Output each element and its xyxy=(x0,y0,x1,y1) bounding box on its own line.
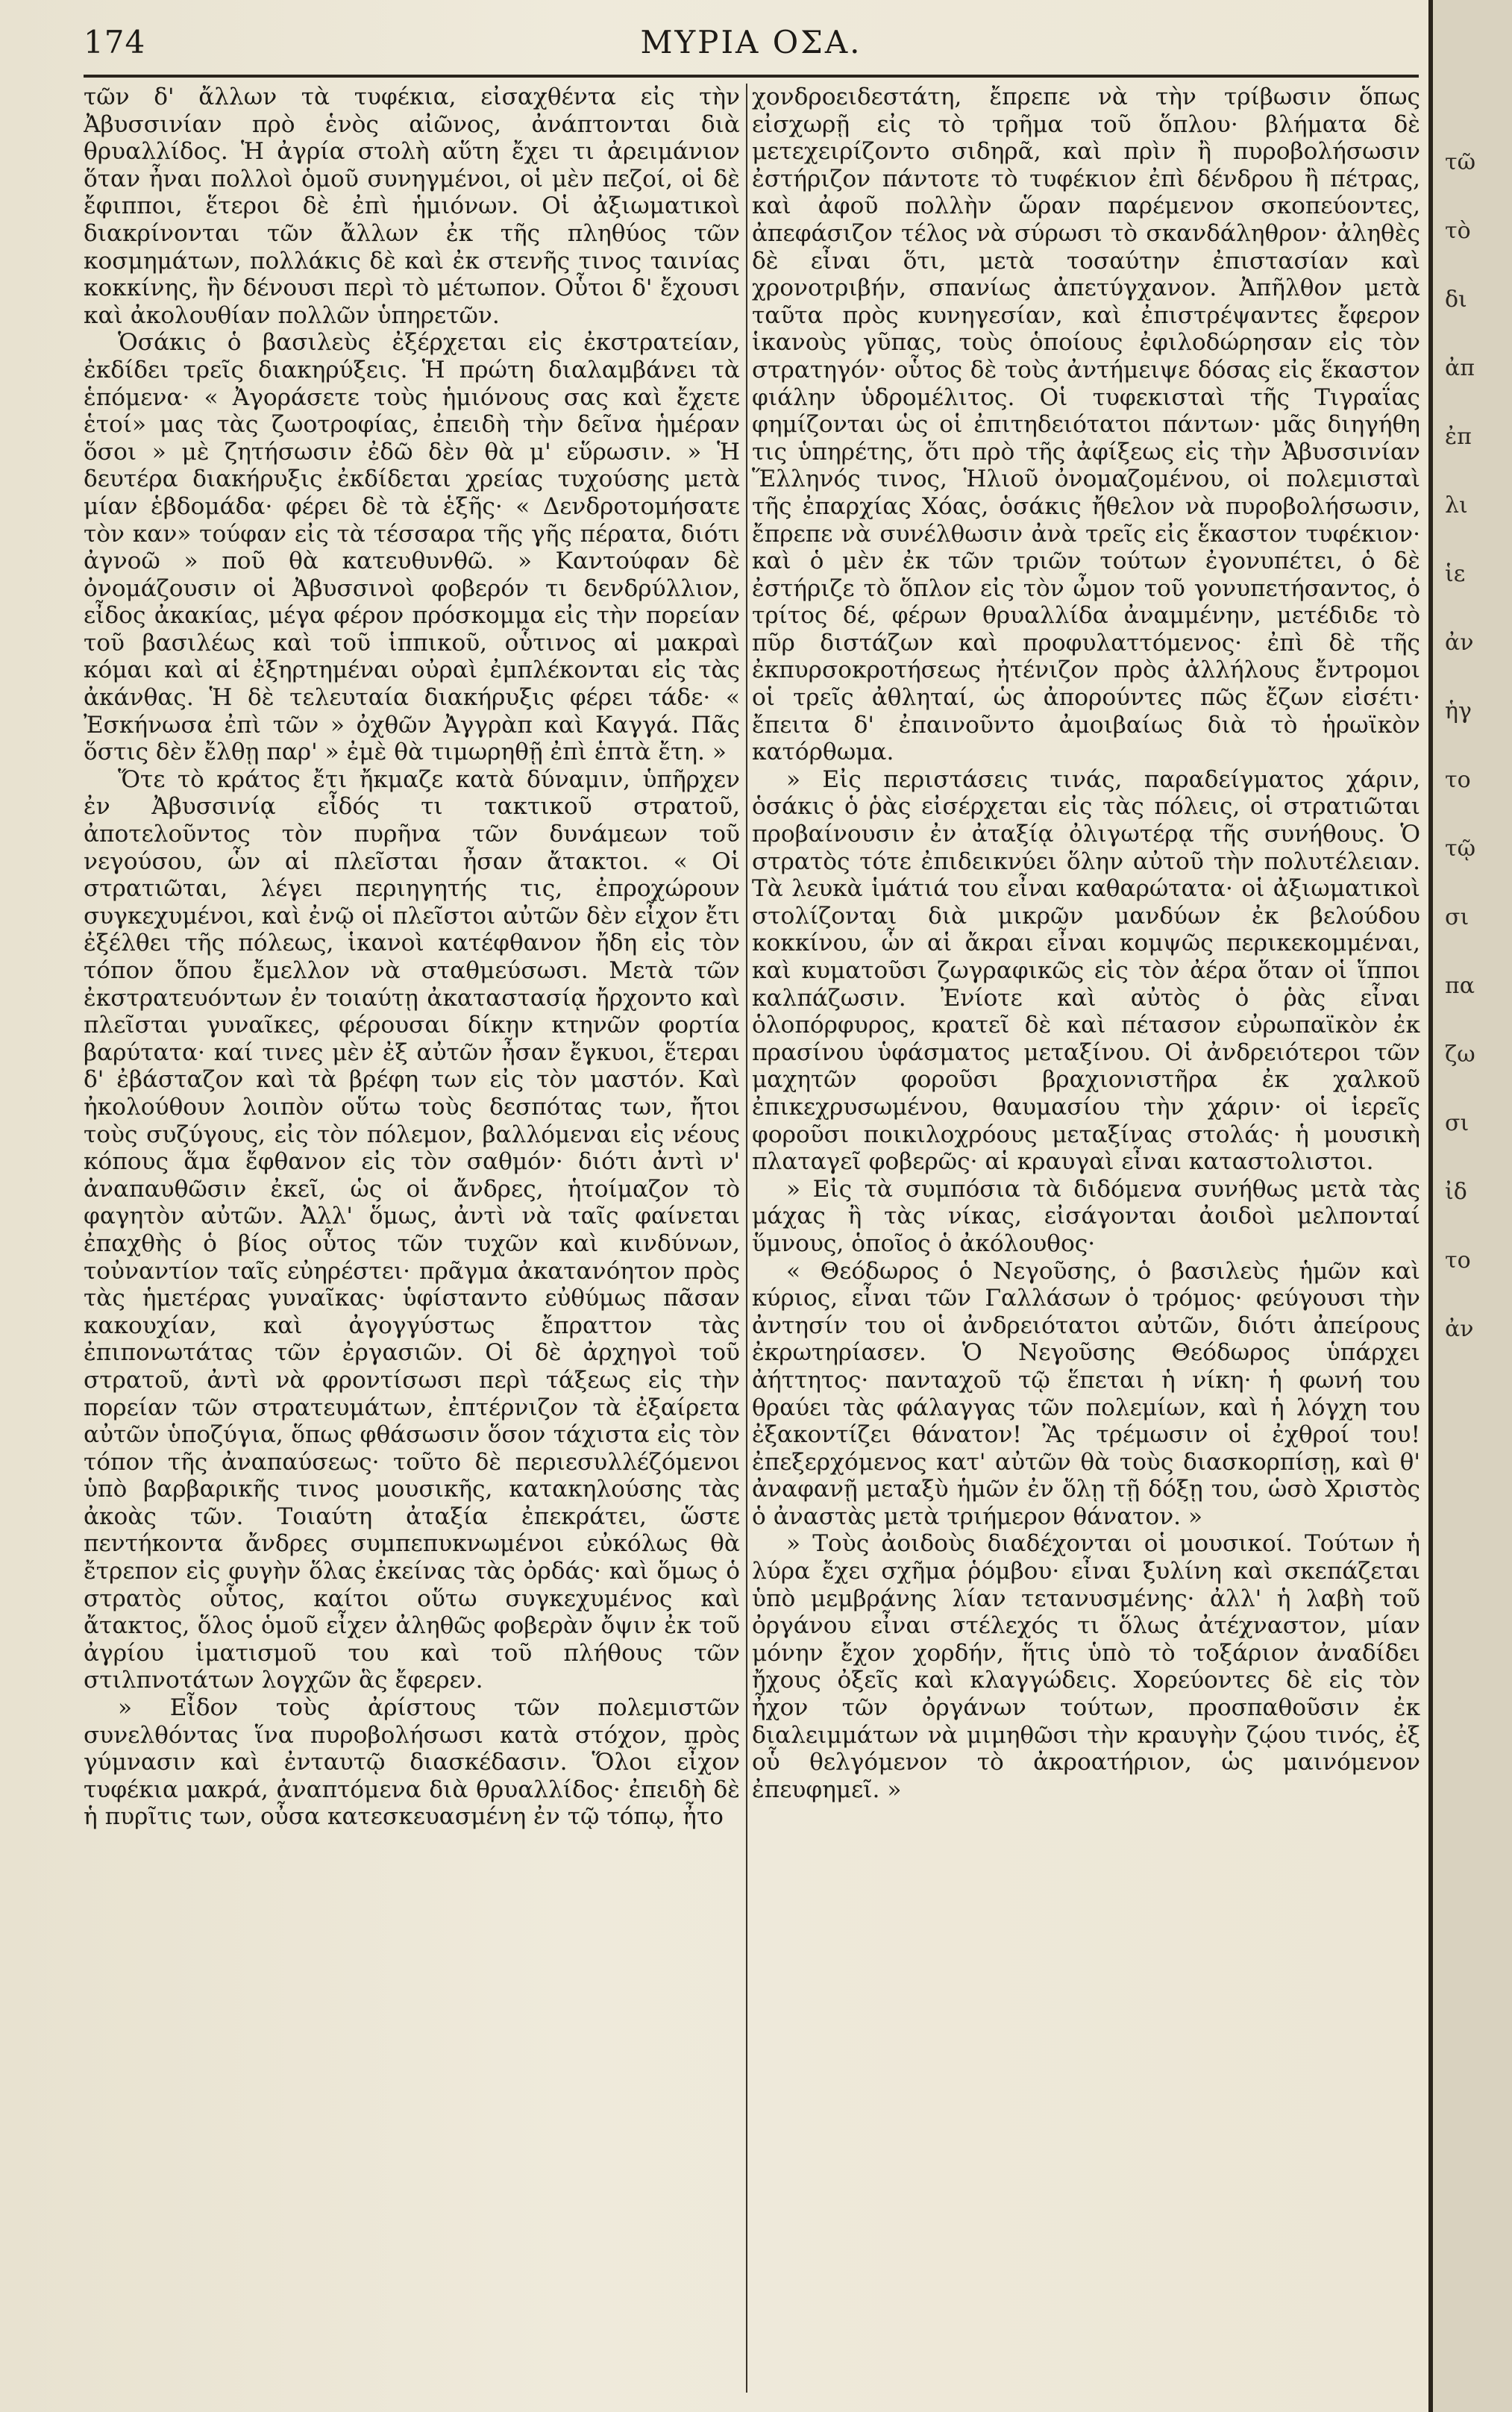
header-rule xyxy=(84,75,1419,78)
margin-fragment: το xyxy=(1445,1247,1471,1274)
column-divider xyxy=(746,84,747,2393)
margin-fragment: λι xyxy=(1445,492,1468,519)
margin-fragment: ἐπ xyxy=(1445,424,1472,450)
margin-fragment: ἱε xyxy=(1445,561,1466,587)
margin-fragment: ἰδ xyxy=(1445,1179,1467,1205)
margin-fragment: ἀπ xyxy=(1445,355,1475,381)
paragraph: » Εἶδον τοὺς ἀρίστους τῶν πολεμιστῶν συνελθόντας ἵνα πυροβολήσωσι κατὰ στόχον, πρὸς γύμνασιν καὶ ἐνταυτῷ διασκέδασιν. Ὅλοι εἶχον τυφέκια μακρά, ἀναπτόμενα διὰ θρυαλλίδος· ἐπειδὴ δὲ ἡ πυρῖτις των, οὖσα κατεσκευασμένη ἐν τῷ τόπῳ, ἦτο xyxy=(84,1694,740,1831)
adjacent-page-edge xyxy=(1428,0,1512,2412)
paragraph: « Θεόδωρος ὁ Νεγοῦσης, ὁ βασιλεὺς ἡμῶν καὶ κύριος, εἶναι τῶν Γαλλάσων ὁ τρόμος· φεύγουσι τὴν ἀντησίν του οἱ ἀνδρειότατοι αὐτῶν, διότι ἀπείρους ἐκρωτηρίασεν. Ὁ Νεγοῦσης Θεόδωρος ὑπάρχει ἀήττητος· πανταχοῦ τῷ ἕπεται ἡ νίκη· ἡ φωνή του θραύει τὰς φάλαγγας τῶν πολεμίων, καὶ ἡ λόγχη του ἐξακοντίζει θάνατον! Ἂς τρέμωσιν οἱ ἐχθροί του! ἐπεξερχόμενος κατ' αὐτῶν θὰ τοὺς διασκορπίσῃ, καὶ θ' ἀναφανῇ μεταξὺ ἡμῶν ἐν ὅλῃ τῇ δόξῃ του, ὡσὸ Χριστὸς ὁ ἀναστὰς μετὰ τριήμερον θάνατον. » xyxy=(752,1257,1420,1530)
margin-fragment: δι xyxy=(1445,286,1467,313)
right-column xyxy=(752,84,1420,2393)
margin-fragment: πα xyxy=(1445,973,1475,999)
margin-fragment: τὸ xyxy=(1445,218,1471,244)
margin-fragment: τῶ xyxy=(1445,149,1476,175)
paragraph: Ὁσάκις ὁ βασιλεὺς ἐξέρχεται εἰς ἐκστρατείαν, ἐκδίδει τρεῖς διακηρύξεις. Ἡ πρώτη διαλαμβάνει τὰ ἑπόμενα· « Ἀγοράσετε τοὺς ἡμιόνους σας καὶ ἔχετε ἑτοί» μας τὰς ζωοτροφίας, ἐπειδὴ τὴν δεῖνα ἡμέραν ὅσοι » μὲ ζητήσωσιν ἐδῶ δὲν θὰ μ' εὕρωσιν. » Ἡ δευτέρα διακήρυξις ἐκδίδεται χρείας τυχούσης μετὰ μίαν ἑβδομάδα· φέρει δὲ τὰ ἑξῆς· « Δενδροτομήσατε τὸν καν» τούφαν εἰς τὰ τέσσαρα τῆς γῆς πέρατα, διότι ἀγνοῶ » ποῦ θὰ κατευθυνθῶ. » Καντούφαν δὲ ὀνομάζουσιν οἱ Ἀβυσσινοὶ φοβερόν τι δενδρύλλιον, εἶδος ἀκακίας, μέγα φέρον πρόσκομμα εἰς τὴν πορείαν τοῦ βασιλέως καὶ τοῦ ἱππικοῦ, οὗτινος αἱ μακραὶ κόμαι καὶ αἱ ἐξηρτημέναι οὐραὶ ἐμπλέκονται εἰς τὰς ἀκάνθας. Ἡ δὲ τελευταία διακήρυξις φέρει τάδε· « Ἐσκήνωσα ἐπὶ τῶν » ὀχθῶν Ἀγγρὰπ καὶ Καγγά. Πᾶς ὅστις δὲν ἔλθῃ παρ' » ἐμὲ θὰ τιμωρηθῇ ἐπὶ ἑπτὰ ἔτη. » xyxy=(84,329,740,766)
margin-fragment: ζω xyxy=(1445,1041,1475,1068)
paragraph: » Τοὺς ἀοιδοὺς διαδέχονται οἱ μουσικοί. Τούτων ἡ λύρα ἔχει σχῆμα ῥόμβου· εἶναι ξυλίνη καὶ σκεπάζεται ὑπὸ μεμβράνης λίαν τετανυσμένης· ἀλλ' ἡ λαβὴ τοῦ ὀργάνου εἶναι στέλεχός τι ὅλως ἀτέχναστον, μίαν μόνην ἔχον χορδήν, ἥτις ὑπὸ τὸ τοξάριον ἀναδίδει ἤχους ὀξεῖς καὶ κλαγγώδεις. Χορεύοντες δὲ εἰς τὸν ἦχον τῶν ὀργάνων τούτων, προσπαθοῦσιν ἐκ διαλειμμάτων νὰ μιμηθῶσι τὴν κραυγὴν ζῴου τινός, ἐξ οὗ θελγόμενον τὸ ἀκροατήριον, ὡς μαινόμενον ἐπευφημεῖ. » xyxy=(752,1530,1420,1803)
left-column xyxy=(84,84,740,2393)
margin-fragment: ἀν xyxy=(1445,1316,1474,1342)
paragraph: Ὅτε τὸ κράτος ἔτι ἤκμαζε κατὰ δύναμιν, ὑπῆρχεν ἐν Ἀβυσσινίᾳ εἶδός τι τακτικοῦ στρατοῦ, ἀποτελοῦντος τὸν πυρῆνα τῶν δυνάμεων τοῦ νεγούσου, ὧν αἱ πλεῖσται ἦσαν ἄτακτοι. « Οἱ στρατιῶται, λέγει περιηγητής τις, ἐπροχώρουν συγκεχυμένοι, καὶ ἐνῷ οἱ πλεῖστοι αὐτῶν δὲν εἶχον ἔτι ἐξέλθει τῆς πόλεως, ἱκανοὶ κατέφθανον ἤδη εἰς τὸν τόπον ὅπου ἔμελλον νὰ σταθμεύσωσι. Μετὰ τῶν ἐκστρατευόντων ἐν τοιαύτῃ ἀκαταστασίᾳ ἤρχοντο καὶ πλεῖσται γυναῖκες, φέρουσαι δίκην κτηνῶν φορτία βαρύτατα· καί τινες μὲν ἐξ αὐτῶν ἦσαν ἔγκυοι, ἕτεραι δ' ἐβάσταζον καὶ τὰ βρέφη των εἰς τὸν μαστόν. Καὶ ἠκολούθουν λοιπὸν οὕτω τοὺς δεσπότας των, ἤτοι τοὺς συζύγους, εἰς τὸν πόλεμον, βαλλόμεναι εἰς νέους κόπους ἅμα ἔφθανον εἰς τὸν σαθμόν· διότι ἀντὶ ν' ἀναπαυθῶσιν ἐκεῖ, ὡς οἱ ἄνδρες, ἡτοίμαζον τὸ φαγητὸν αὐτῶν. Ἀλλ' ὅμως, ἀντὶ νὰ ταῖς φαίνεται ἐπαχθὴς ὁ βίος οὗτος τῶν τυχῶν καὶ κινδύνων, τοὐναντίον ταῖς εὐηρέστει· πρᾶγμα ἀκατανόητον πρὸς τὰς ἡμετέρας γυναῖκας· ὑφίσταντο εὐθύμως πᾶσαν κακουχίαν, καὶ ἀγογγύστως ἔπραττον τὰς ἐπιπονωτάτας τῶν ἐργασιῶν. Οἱ δὲ ἀρχηγοὶ τοῦ στρατοῦ, ἀντὶ νὰ φροντίσωσι περὶ τάξεως εἰς τὴν πορείαν τῶν στρατευμάτων, ἐπτέρνιζον τὰ ἐξαίρετα αὐτῶν ὑποζύγια, ὅπως φθάσωσιν ὅσον τάχιστα εἰς τὸν τόπον τῆς ἀναπαύσεως· τοῦτο δὲ περιεσυλλέζόμενοι ὑπὸ βαρβαρικῆς τινος μουσικῆς, κατακηλούσης τὰς ἀκοὰς τῶν. Τοιαύτη ἀταξία ἐπεκράτει, ὥστε πεντήκοντα ἄνδρες συμπεπυκνωμένοι εὐκόλως θὰ ἔτρεπον εἰς φυγὴν ὅλας ἐκείνας τὰς ὀρδάς· καὶ ὅμως ὁ στρατὸς οὗτος, καίτοι οὕτω συγκεχυμένος καὶ ἄτακτος, ὅλος ὁμοῦ εἶχεν ἀληθῶς φοβερὰν ὄψιν ἐκ τοῦ ἀγρίου ἱματισμοῦ του καὶ τοῦ πλήθους τῶν στιλπνοτάτων λογχῶν ἃς ἔφερεν. xyxy=(84,765,740,1694)
margin-fragment: τῷ xyxy=(1445,836,1476,862)
paragraph: » Εἰς τὰ συμπόσια τὰ διδόμενα συνήθως μετὰ τὰς μάχας ἢ τὰς νίκας, εἰσάγονται ἀοιδοὶ μελπονταί ὕμνους, ὁποῖος ὁ ἀκόλουθος· xyxy=(752,1175,1420,1257)
margin-fragment: ἀν xyxy=(1445,630,1474,656)
margin-fragment: ἡγ xyxy=(1445,698,1472,724)
page-header xyxy=(84,16,1419,69)
paragraph: χονδροειδεστάτη, ἔπρεπε νὰ τὴν τρίβωσιν ὅπως εἰσχωρῇ εἰς τὸ τρῆμα τοῦ ὅπλου· βλήματα δὲ μετεχειρίζοντο σιδηρᾶ, καὶ πρὶν ἢ πυροβολήσωσιν ἐστήριζον πάντοτε τὸ τυφέκιον ἐπὶ δένδρου ἢ πέτρας, καὶ ἀφοῦ πολλὴν ὥραν παρέμενον σκοπεύοντες, ἀπεφάσιζον τέλος νὰ σύρωσι τὸ σκανδάληθρον· ἀληθὲς δὲ εἶναι ὅτι, μετὰ τοσαύτην ἐπιστασίαν καὶ χρονοτριβήν, σπανίως ἀπετύγχανον. Ἀπῆλθον μετὰ ταῦτα πρὸς κυνηγεσίαν, καὶ ἐπιστρέψαντες ἔφερον ἱκανοὺς γῦπας, τοὺς ὁποίους ἐφιλοδώρησαν εἰς τὸν στρατηγόν· οὗτος δὲ τοὺς ἀντήμειψε δόσας εἰς ἕκαστον φιάλην ὑδρομέλιτος. Οἱ τυφεκισταὶ τῆς Τιγραΐας φημίζονται ὡς οἱ ἐπιτηδειότατοι πάντων· μᾶς διηγήθη τις ὑπηρέτης, ὅτι πρὸ τῆς ἀφίξεως εἰς τὴν Ἀβυσσινίαν Ἕλληνός τινος, Ἡλιοῦ ὀνομαζομένου, οἱ πολεμισταὶ τῆς ἐπαρχίας Χόας, ὁσάκις ἤθελον νὰ πυροβολήσωσιν, ἔπρεπε νὰ συνέλθωσιν ἀνὰ τρεῖς εἰς ἕκαστον τυφέκιον· καὶ ὁ μὲν ἐκ τῶν τριῶν τούτων ἐγονυπέτει, ὁ δὲ ἐστήριζε τὸ ὅπλον εἰς τὸν ὦμον τοῦ γονυπετήσαντος, ὁ τρίτος δέ, φέρων θρυαλλίδα ἀναμμένην, μετέδιδε τὸ πῦρ διστάζων καὶ προφυλαττόμενος· ἐπὶ δὲ τῆς ἐκπυρσοκροτήσεως ἠτένιζον πρὸς ἀλλήλους ἔντρομοι οἱ τρεῖς ἀθληταί, ὡς ἀπορούντες πῶς ἔζων εἰσέτι· ἔπειτα δ' ἐπαινοῦντο ἀμοιβαίως διὰ τὸ ἡρωϊκὸν κατόρθωμα. xyxy=(752,84,1420,766)
margin-fragment: σι xyxy=(1445,904,1469,930)
running-title: ΜΥΡΙΑ ΟΣΑ. xyxy=(640,24,862,60)
paragraph: » Εἰς περιστάσεις τινάς, παραδείγματος χάριν, ὁσάκις ὁ ῥὰς εἰσέρχεται εἰς τὰς πόλεις, οἱ στρατιῶται προβαίνουσιν ἐν ἀταξίᾳ ὀλιγωτέρᾳ τῆς συνήθους. Ὁ στρατὸς τότε ἐπιδεικνύει ὅλην αὐτοῦ τὴν πολυτέλειαν. Τὰ λευκὰ ἱμάτιά του εἶναι καθαρώτατα· οἱ ἀξιωματικοὶ στολίζονται διὰ μικρῶν μανδύων ἐκ βελούδου κοκκίνου, ὧν αἱ ἄκραι εἶναι κομψῶς περικεκομμέναι, καὶ κυματοῦσι ζωγραφικῶς εἰς τὸν ἀέρα ὅταν οἱ ἵπποι καλπάζωσιν. Ἐνίοτε καὶ αὐτὸς ὁ ῥὰς εἶναι ὁλοπόρφυρος, κρατεῖ δὲ καὶ πέτασον εὐρωπαϊκὸν ἐκ πρασίνου ὑφάσματος μεταξίνου. Οἱ ἀνδρειότεροι τῶν μαχητῶν φοροῦσι βραχιονιστῆρα ἐκ χαλκοῦ ἐπικεχρυσωμένου, θαυμασίου τὴν χάριν· οἱ ἱερεῖς φοροῦσι ποικιλοχρόους μεταξίνας στολάς· ἡ μουσικὴ πλαταγεῖ φοβερῶς· αἱ κραυγαὶ εἶναι καταστολιστοι. xyxy=(752,765,1420,1176)
page-number: 174 xyxy=(84,24,146,60)
margin-fragment: σι xyxy=(1445,1110,1469,1136)
paragraph: τῶν δ' ἄλλων τὰ τυφέκια, εἰσαχθέντα εἰς τὴν Ἀβυσσινίαν πρὸ ἑνὸς αἰῶνος, ἀνάπτονται διὰ θρυαλλίδος. Ἡ ἀγρία στολὴ αὕτη ἔχει τι ἀρειμάνιον ὅταν ἦναι πολλοὶ ὁμοῦ συνηγμένοι, οἱ μὲν πεζοί, οἱ δὲ ἔφιπποι, ἕτεροι δὲ ἐπὶ ἡμιόνων. Οἱ ἀξιωματικοὶ διακρίνονται τῶν ἄλλων ἐκ τῆς πληθύος τῶν κοσμημάτων, πολλάκις δὲ καὶ ἐκ στενῆς τινος ταινίας κοκκίνης, ἣν δένουσι περὶ τὸ μέτωπον. Οὗτοι δ' ἔχουσι καὶ ἀκολουθίαν πολλῶν ὑπηρετῶν. xyxy=(84,84,740,329)
margin-fragment: το xyxy=(1445,767,1471,793)
